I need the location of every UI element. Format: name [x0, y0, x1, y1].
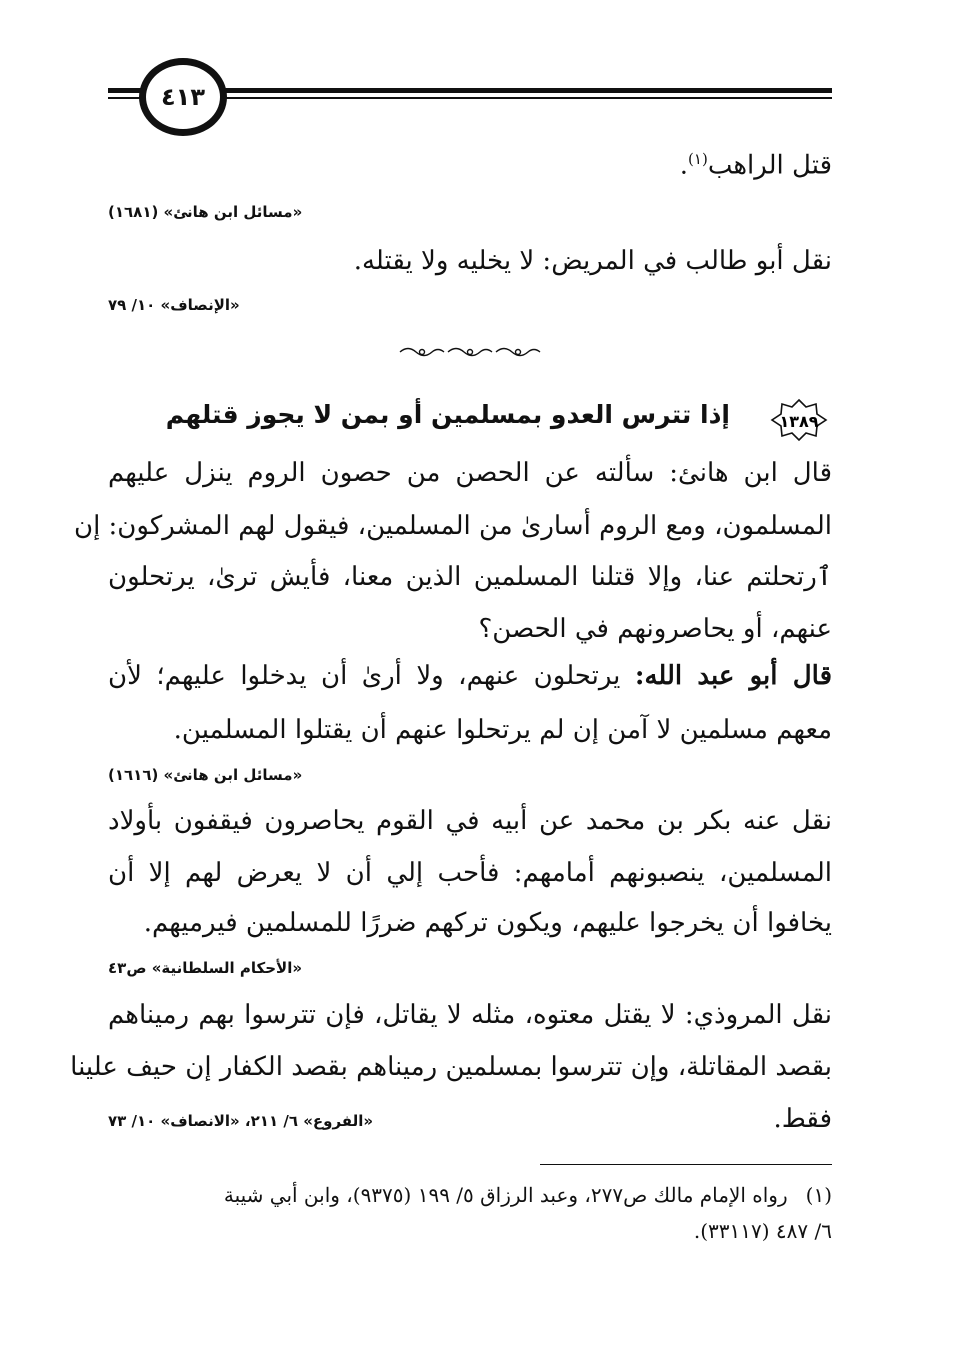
text-line	[680, 150, 832, 181]
text-line: نقل أبو طالب في المريض: لا يخليه ولا يقتله.	[353, 246, 832, 276]
page-number: ٤١٣	[139, 58, 227, 136]
text: يرتحلون عنهم، ولا أرىٰ أن يدخلوا عليهم؛ لأن	[108, 661, 635, 691]
header-rule-left-thick	[108, 88, 142, 93]
section-title: إذا تترس العدو بمسلمين أو بمن لا يجوز قتلهم	[165, 400, 730, 429]
ornament-divider	[396, 345, 546, 359]
text-line: يخافوا أن يخرجوا عليهم، ويكون تركهم ضررًا للمسلمين فيرميهم.	[143, 908, 832, 938]
footnote-line	[224, 1183, 832, 1207]
text-line: معهم مسلمين لا آمن إن لم يرتحلوا عنهم أن يقتلوا المسلمين.	[173, 715, 832, 745]
source-citation: «الأحكام السلطانية» ص٤٣	[108, 959, 303, 977]
section-number-badge	[770, 398, 828, 442]
source-citation: «الفروع» ٦/ ٢١١، «الانصاف» ١٠/ ٧٣	[108, 1112, 374, 1130]
text-line: نقل المروذي: لا يقتل معتوه، مثله لا يقاتل، فإن تترسوا بهم رميناهم	[108, 1000, 832, 1030]
speaker-label: قال أبو عبد الله:	[634, 661, 832, 691]
source-citation: «مسائل ابن هانئ» (١٦١٦)	[108, 766, 303, 784]
header-rule-left-thin	[108, 97, 142, 99]
section-number: ١٣٨٩	[779, 412, 819, 431]
text-line: المسلمين، ينصبونهم أمامهم: فأحب إلي أن لا يعرض لهم إلا أن	[108, 858, 832, 888]
footnote-number: (١)	[805, 1183, 832, 1207]
text-line	[108, 661, 832, 691]
text-line: فقط.	[773, 1104, 832, 1134]
footnote-text: رواه الإمام مالك ص٢٧٧، وعبد الرزاق ٥/ ١٩٩ (٩٣٧٥)، وابن أبي شيبة	[223, 1183, 788, 1207]
text-line: المسلمون، ومع الروم أسارىٰ من المسلمين، فيقول لهم المشركون: إن	[73, 511, 832, 541]
footnote-rule	[540, 1164, 832, 1165]
period: .	[679, 150, 689, 181]
text-line: قال ابن هانئ: سألته عن الحصن من حصون الروم ينزل عليهم	[108, 458, 832, 488]
text-line: ٱرتحلتم عنا، وإلا قتلنا المسلمين الذين معنا، فأيش ترىٰ، يرتحلون	[108, 562, 832, 592]
source-citation: «مسائل ابن هانئ» (١٦٨١)	[108, 203, 303, 221]
source-citation: «الإنصاف» ١٠/ ٧٩	[108, 296, 240, 314]
text: قتل الراهب	[707, 150, 832, 181]
footnote-line: ٦/ ٤٨٧ (٣٣١١٧).	[693, 1219, 832, 1243]
text-line: عنهم، أو يحاصرونهم في الحصن؟	[478, 614, 832, 644]
header-rule-right-thick	[212, 88, 832, 93]
text-line: نقل عنه بكر بن محمد عن أبيه في القوم يحاصرون فيقفون بأولاد	[108, 806, 832, 836]
header-rule-right-thin	[212, 97, 832, 99]
text-line: بقصد المقاتلة، وإن تترسوا بمسلمين رميناهم بقصد الكفار إن حيف علينا	[70, 1052, 832, 1082]
footnote-ref: (١)	[688, 150, 708, 168]
